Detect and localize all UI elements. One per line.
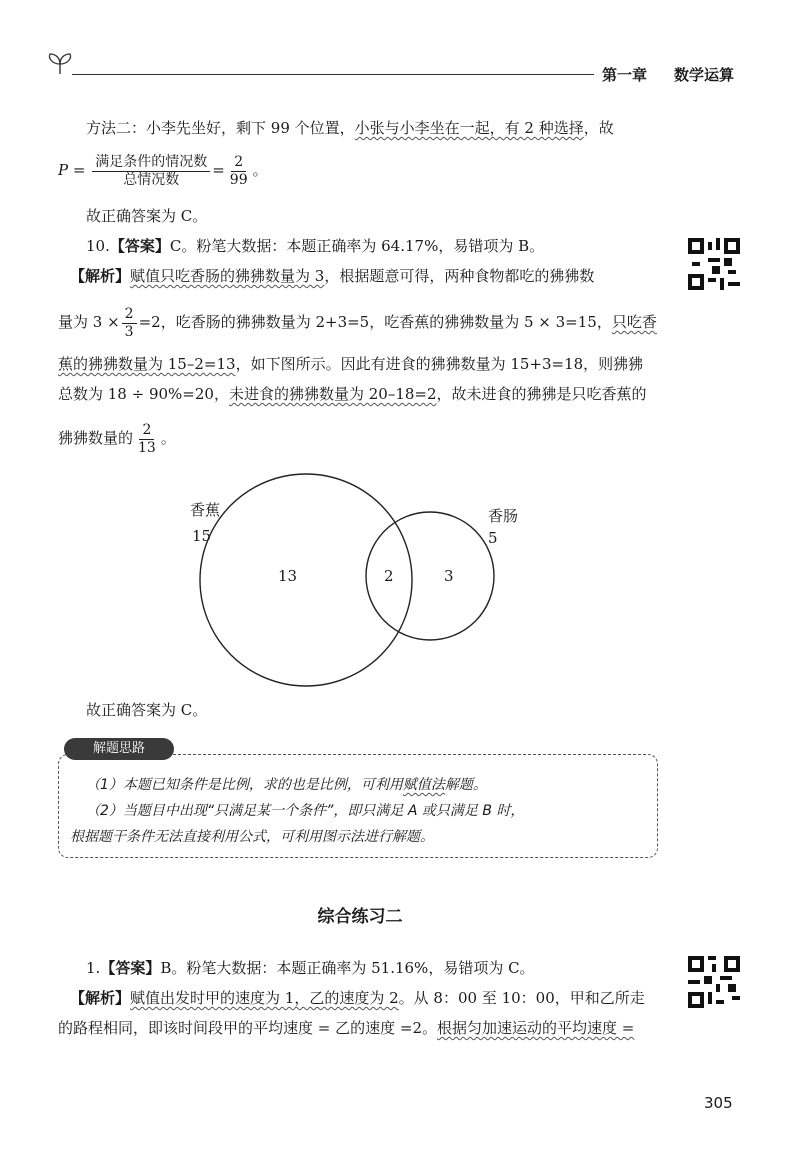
chapter-label: 第一章 <box>602 66 648 84</box>
q10-analysis-line-1: 【解析】赋值只吃香肠的狒狒数量为 3，根据题意可得，两种食物都吃的狒狒数 <box>70 267 595 285</box>
header-rule <box>72 74 594 75</box>
section-title: 综合练习二 <box>317 907 403 927</box>
venn-left-only: 13 <box>278 567 298 585</box>
hint-line-1: （1）本题已知条件是比例，求的也是比例，可利用赋值法解题。 <box>86 777 487 793</box>
hint-line-2: （2）当题目中出现“只满足某一个条件”，即只满足 A 或只满足 B 时， <box>86 803 525 819</box>
hint-line-3: 根据题干条件无法直接利用公式，可利用图示法进行解题。 <box>70 829 434 845</box>
q1-analysis-line-2: 的路程相同，即该时间段甲的平均速度 = 乙的速度 =2。根据匀加速运动的平均速度 = <box>58 1019 635 1037</box>
qr-code-icon[interactable] <box>688 956 740 1008</box>
method2-line: 方法二：小李先坐好，剩下 99 个位置，小张与小李坐在一起，有 2 种选择，故 <box>86 119 614 137</box>
q10-analysis-line-5: 狒狒数量的 $\frac{2}{13}$ 。 <box>58 421 176 456</box>
venn-left-total: 15 <box>192 527 212 545</box>
q1-analysis-line-1: 【解析】赋值出发时甲的速度为 1，乙的速度为 2。从 8：00 至 10：00，甲和乙所走 <box>70 989 645 1007</box>
answer-line-1: 故正确答案为 C。 <box>86 207 208 225</box>
venn-right-only: 3 <box>444 567 454 585</box>
venn-left-label: 香蕉 <box>190 501 221 519</box>
qr-code-icon[interactable] <box>688 238 740 290</box>
q10-analysis-line-3: 蕉的狒狒数量为 15–2=13，如下图所示。因此有进食的狒狒数量为 15+3=18，则狒狒 <box>58 355 644 373</box>
probability-formula: P = $\frac{\text{满足条件的情况数}}{\text{总情况数}}$ = $\frac{2}{99}$ 。 <box>58 153 268 188</box>
venn-circle-banana <box>200 474 412 686</box>
q10-analysis-line-2: 量为 3 × $\frac{2}{3}$ =2，吃香肠的狒狒数量为 2+3=5，吃香蕉的狒狒数量为 5 × 3=15，只吃香 <box>58 305 657 340</box>
q1-answer-line: 1.【答案】B。粉笔大数据：本题正确率为 51.16%，易错项为 C。 <box>86 959 535 977</box>
venn-diagram <box>180 470 520 690</box>
q10-analysis-line-4: 总数为 18 ÷ 90%=20，未进食的狒狒数量为 20–18=2，故未进食的狒狒是只吃香蕉的 <box>58 385 647 403</box>
answer-line-2: 故正确答案为 C。 <box>86 701 208 719</box>
venn-right-total: 5 <box>488 529 498 547</box>
leaf-logo-icon <box>40 50 80 80</box>
venn-right-label: 香肠 <box>488 507 519 525</box>
section-label: 数学运算 <box>674 66 735 84</box>
venn-overlap: 2 <box>384 567 394 585</box>
q10-answer-line: 10.【答案】C。粉笔大数据：本题正确率为 64.17%，易错项为 B。 <box>86 237 545 255</box>
hint-tag: 解题思路 <box>64 738 174 760</box>
page-number: 305 <box>704 1094 733 1112</box>
